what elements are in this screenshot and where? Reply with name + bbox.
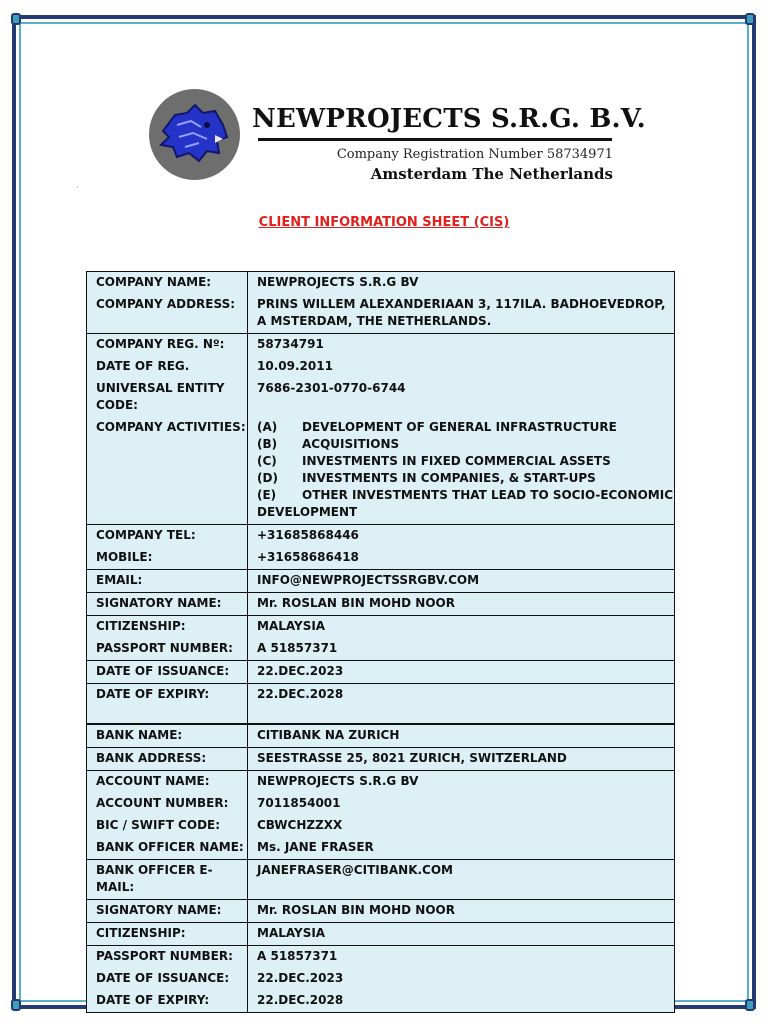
field-label: BANK NAME: (87, 725, 248, 748)
table-row (87, 900, 675, 923)
field-label: UNIVERSAL ENTITY CODE: (87, 378, 248, 417)
field-value: 22.DEC.2028 (248, 684, 675, 724)
sheet-title: CLIENT INFORMATION SHEET (CIS) (258, 215, 510, 230)
table-row (87, 860, 675, 900)
field-label: SIGNATORY NAME: (87, 593, 248, 616)
table-row (87, 356, 675, 378)
table-row (87, 923, 675, 946)
table-row (87, 968, 675, 990)
activity-item (257, 453, 674, 470)
border-corner-top-right (745, 13, 755, 25)
field-label: CITIZENSHIP: (87, 923, 248, 946)
bank-info-table (86, 724, 675, 1013)
table-row (87, 593, 675, 616)
field-value: 22.DEC.2023 (257, 971, 344, 985)
table-row (87, 334, 675, 357)
stray-mark: · (76, 183, 79, 192)
table-row (87, 638, 675, 661)
activity-letter: (C) (257, 454, 277, 468)
company-logo (149, 89, 240, 180)
table-row (87, 793, 675, 815)
field-label: EMAIL: (87, 570, 248, 593)
field-label: DATE OF ISSUANCE: (87, 661, 248, 684)
field-value: 10.09.2011 (257, 359, 333, 373)
table-row (87, 725, 675, 748)
company-registration: Company Registration Number 58734971 (336, 147, 613, 162)
field-value: MALAYSIA (248, 923, 675, 946)
field-label: DATE OF ISSUANCE: (87, 968, 248, 990)
field-value: +31658686418 (257, 550, 359, 564)
field-value: PRINS WILLEM ALEXANDERIAAN 3, 117ILA. BADHOEVEDROP, A MSTERDAM, THE NETHERLANDS. (257, 297, 666, 328)
activity-item (257, 419, 674, 436)
field-value: Ms. JANE FRASER (257, 840, 374, 854)
field-label: COMPANY REG. Nº: (87, 334, 248, 357)
field-label: BIC / SWIFT CODE: (87, 815, 248, 837)
lion-head-icon (157, 101, 231, 165)
activity-item (257, 436, 674, 453)
table-row (87, 837, 675, 860)
field-label: MOBILE: (87, 547, 248, 570)
table-row (87, 417, 675, 525)
activity-text: INVESTMENTS IN FIXED COMMERCIAL ASSETS (302, 454, 611, 468)
table-row (87, 748, 675, 771)
table-row (87, 570, 675, 593)
table-row (87, 815, 675, 837)
company-location: Amsterdam The Netherlands (370, 165, 613, 183)
table-row (87, 616, 675, 639)
table-row (87, 946, 675, 969)
field-label: CITIZENSHIP: (87, 616, 248, 639)
activity-item (257, 487, 674, 521)
border-corner-bottom-left (11, 999, 21, 1011)
field-value: NEWPROJECTS S.R.G BV (248, 272, 675, 295)
field-value: 22.DEC.2028 (257, 993, 344, 1007)
field-value: Mr. ROSLAN BIN MOHD NOOR (248, 900, 675, 923)
activity-text: OTHER INVESTMENTS THAT LEAD TO SOCIO-ECONOMIC DEVELOPMENT (257, 488, 674, 519)
field-value: SEESTRASSE 25, 8021 ZURICH, SWITZERLAND (248, 748, 675, 771)
activities-list (248, 417, 675, 525)
field-value: 22.DEC.2023 (248, 661, 675, 684)
field-label: COMPANY NAME: (87, 272, 248, 295)
field-value: A 51857371 (257, 641, 338, 655)
field-value: 58734791 (248, 334, 675, 357)
field-value: +31685868446 (248, 525, 675, 548)
activity-text: ACQUISITIONS (302, 437, 400, 451)
field-value: INFO@NEWPROJECTSSRGBV.COM (248, 570, 675, 593)
field-label: BANK ADDRESS: (87, 748, 248, 771)
field-value: Mr. ROSLAN BIN MOHD NOOR (248, 593, 675, 616)
table-row (87, 990, 675, 1013)
table-row (87, 771, 675, 794)
field-label: DATE OF EXPIRY: (87, 684, 248, 724)
border-corner-bottom-right (745, 999, 755, 1011)
field-label: PASSPORT NUMBER: (87, 946, 248, 969)
field-value: A 51857371 (248, 946, 675, 969)
company-title: NEWPROJECTS S.R.G. B.V. (252, 104, 646, 134)
title-underline (258, 138, 612, 141)
table-row (87, 525, 675, 548)
field-label: DATE OF REG. (87, 356, 248, 378)
activity-letter: (D) (257, 471, 278, 485)
field-value: CBWCHZZXX (257, 818, 343, 832)
table-row (87, 378, 675, 417)
field-label: BANK OFFICER NAME: (87, 837, 248, 860)
activity-letter: (E) (257, 488, 277, 502)
table-row (87, 272, 675, 295)
activity-text: DEVELOPMENT OF GENERAL INFRASTRUCTURE (302, 420, 617, 434)
field-label: COMPANY ADDRESS: (87, 294, 248, 334)
table-row (87, 547, 675, 570)
field-label: ACCOUNT NAME: (87, 771, 248, 794)
table-row (87, 661, 675, 684)
field-label: DATE OF EXPIRY: (87, 990, 248, 1013)
field-value: 7011854001 (257, 796, 341, 810)
field-value: MALAYSIA (248, 616, 675, 639)
field-label: PASSPORT NUMBER: (87, 638, 248, 661)
activity-item (257, 470, 674, 487)
company-info-table (86, 271, 675, 724)
field-label: COMPANY ACTIVITIES: (87, 417, 248, 525)
activity-letter: (A) (257, 420, 278, 434)
table-row (87, 294, 675, 334)
field-value: 7686-2301-0770-6744 (257, 381, 406, 395)
table-row (87, 684, 675, 724)
field-value: JANEFRASER@CITIBANK.COM (248, 860, 675, 900)
field-value: CITIBANK NA ZURICH (248, 725, 675, 748)
activity-letter: (B) (257, 437, 278, 451)
field-label: SIGNATORY NAME: (87, 900, 248, 923)
field-value: NEWPROJECTS S.R.G BV (248, 771, 675, 794)
field-label: BANK OFFICER E-MAIL: (87, 860, 248, 900)
activity-text: INVESTMENTS IN COMPANIES, & START-UPS (302, 471, 596, 485)
border-corner-top-left (11, 13, 21, 25)
field-label: COMPANY TEL: (87, 525, 248, 548)
field-label: ACCOUNT NUMBER: (87, 793, 248, 815)
